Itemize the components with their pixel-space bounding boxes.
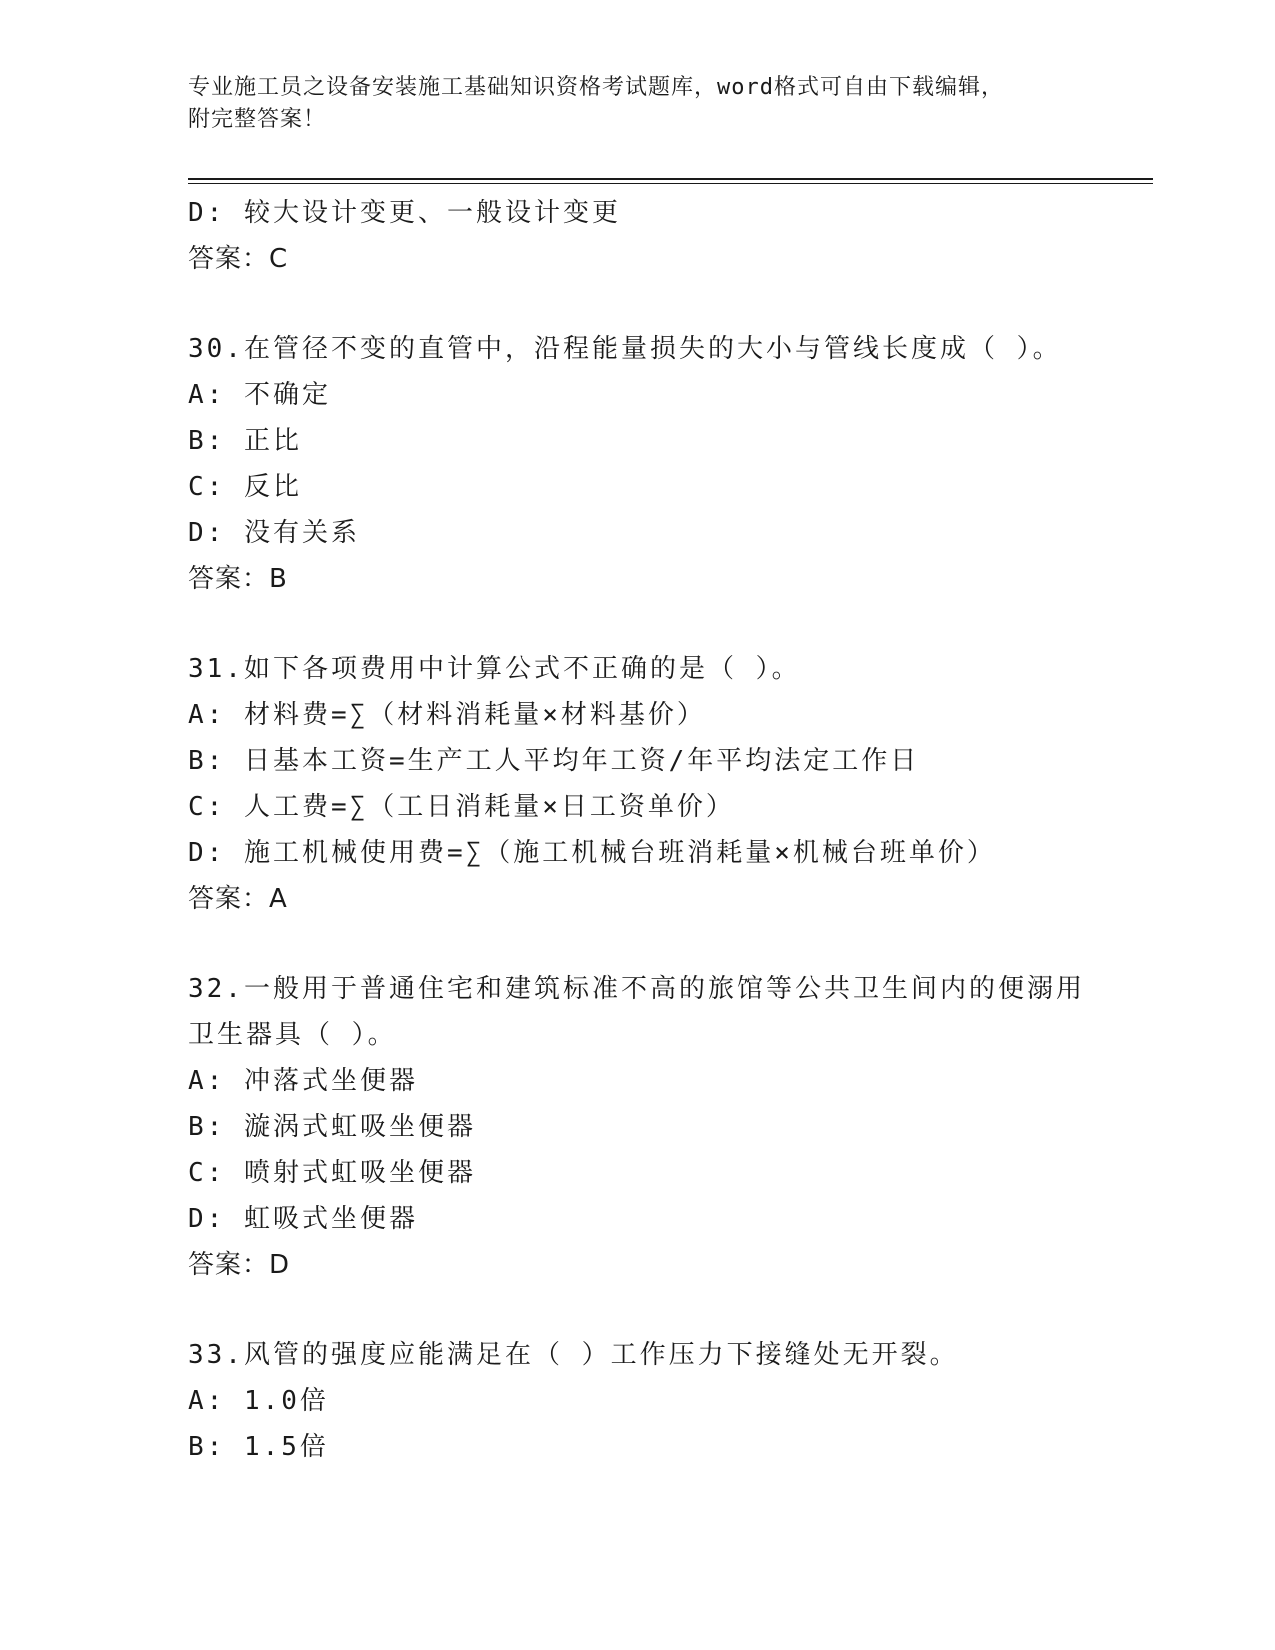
option-d: D: 虹吸式坐便器 xyxy=(188,1204,418,1234)
page-header xyxy=(188,72,1088,136)
header-divider-thin xyxy=(188,183,1153,184)
option-c: C: 人工费=∑（工日消耗量×日工资单价） xyxy=(188,792,735,822)
question-32 xyxy=(188,966,1148,1288)
option-b: B: 日基本工资=生产工人平均年工资/年平均法定工作日 xyxy=(188,746,920,776)
question-stem: 33.风管的强度应能满足在（ ）工作压力下接缝处无开裂。 xyxy=(188,1340,959,1370)
question-stem: 31.如下各项费用中计算公式不正确的是（ ）。 xyxy=(188,654,801,684)
question-29-tail xyxy=(188,190,1148,282)
option-c: C: 反比 xyxy=(188,472,302,502)
option-a: A: 1.0倍 xyxy=(188,1386,329,1416)
option-a: A: 不确定 xyxy=(188,380,331,410)
option-b: B: 正比 xyxy=(188,426,302,456)
question-33 xyxy=(188,1332,1148,1470)
answer-line: 答案：A xyxy=(188,884,288,914)
option-a: A: 材料费=∑（材料消耗量×材料基价） xyxy=(188,700,706,730)
header-line-1: 专业施工员之设备安装施工基础知识资格考试题库，word格式可自由下载编辑， xyxy=(188,75,1004,100)
answer-line: 答案：B xyxy=(188,564,288,594)
option-d: D: 施工机械使用费=∑（施工机械台班消耗量×机械台班单价） xyxy=(188,838,996,868)
option-a: A: 冲落式坐便器 xyxy=(188,1066,418,1096)
option-b: B: 漩涡式虹吸坐便器 xyxy=(188,1112,476,1142)
question-30 xyxy=(188,326,1148,602)
answer-line: 答案：D xyxy=(188,1250,291,1280)
question-stem: 32.一般用于普通住宅和建筑标准不高的旅馆等公共卫生间内的便溺用 xyxy=(188,974,1085,1004)
question-stem-continued: 卫生器具（ ）。 xyxy=(188,1020,397,1050)
option-d: D: 较大设计变更、一般设计变更 xyxy=(188,198,621,228)
header-line-2: 附完整答案！ xyxy=(188,107,327,132)
option-c: C: 喷射式虹吸坐便器 xyxy=(188,1158,476,1188)
header-divider-thick xyxy=(188,178,1153,180)
option-d: D: 没有关系 xyxy=(188,518,360,548)
answer-line: 答案：C xyxy=(188,244,289,274)
question-31 xyxy=(188,646,1148,922)
option-b: B: 1.5倍 xyxy=(188,1432,329,1462)
question-stem: 30.在管径不变的直管中，沿程能量损失的大小与管线长度成（ ）。 xyxy=(188,334,1062,364)
question-list xyxy=(188,190,1148,1470)
